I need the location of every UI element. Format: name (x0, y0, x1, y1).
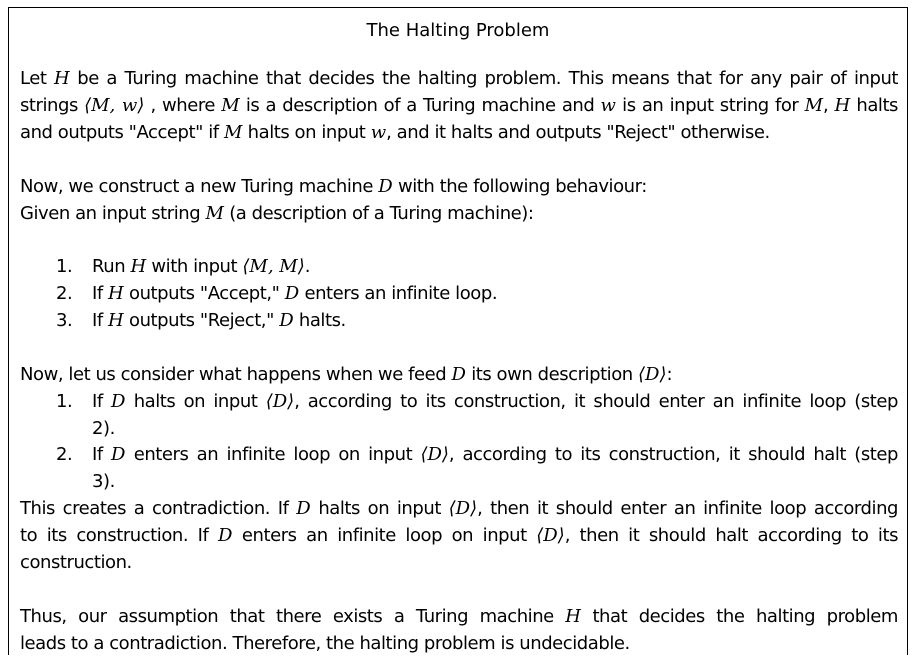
list-item-step-3: 3. If H outputs "Reject," D halts. (56, 310, 346, 331)
list-number: 2. (56, 444, 73, 465)
list-number: 3. (56, 310, 73, 331)
list-item-step-2: 2. If H outputs "Accept," D enters an infinite loop. (56, 283, 498, 304)
list-item-case-1-continuation: 2). (92, 418, 115, 439)
list-item-step-1: 1. Run H with input ⟨M, M⟩. (56, 256, 311, 277)
paragraph-3-line-1: Now, let us consider what happens when we feed D its own description ⟨D⟩: (20, 364, 673, 385)
paragraph-4-line-1: This creates a contradiction. If D halts on input ⟨D⟩, then it should enter an infinite loop according (20, 498, 898, 519)
document-frame (8, 7, 908, 655)
list-number: 1. (56, 391, 73, 412)
list-number: 1. (56, 256, 73, 277)
paragraph-2-line-1: Now, we construct a new Turing machine D with the following behaviour: (20, 176, 647, 197)
list-number: 2. (56, 283, 73, 304)
paragraph-1-line-3: and outputs "Accept" if M halts on input w, and it halts and outputs "Reject" otherwise. (20, 122, 770, 143)
paragraph-2-line-2: Given an input string M (a description of a Turing machine): (20, 203, 534, 224)
paragraph-4-line-3: construction. (20, 552, 132, 573)
document-title: The Halting Problem (366, 20, 550, 41)
paragraph-5-line-2: leads to a contradiction. Therefore, the halting problem is undecidable. (20, 633, 630, 654)
list-item-case-1: 1. If D halts on input ⟨D⟩, according to its construction, it should enter an infinite loop (step (56, 391, 898, 412)
paragraph-4-line-2: to its construction. If D enters an infinite loop on input ⟨D⟩, then it should halt according to its (20, 525, 899, 546)
paragraph-1-line-1: Let H be a Turing machine that decides the halting problem. This means that for any pair of input (20, 68, 899, 89)
list-item-case-2: 2. If D enters an infinite loop on input ⟨D⟩, according to its construction, it should halt (step (56, 444, 898, 465)
paragraph-5-line-1: Thus, our assumption that there exists a Turing machine H that decides the halting problem (20, 606, 898, 627)
paragraph-1-line-2: strings ⟨M, w⟩ , where M is a description of a Turing machine and w is an input string for M, H halts (20, 95, 898, 116)
list-item-case-2-continuation: 3). (92, 471, 115, 492)
